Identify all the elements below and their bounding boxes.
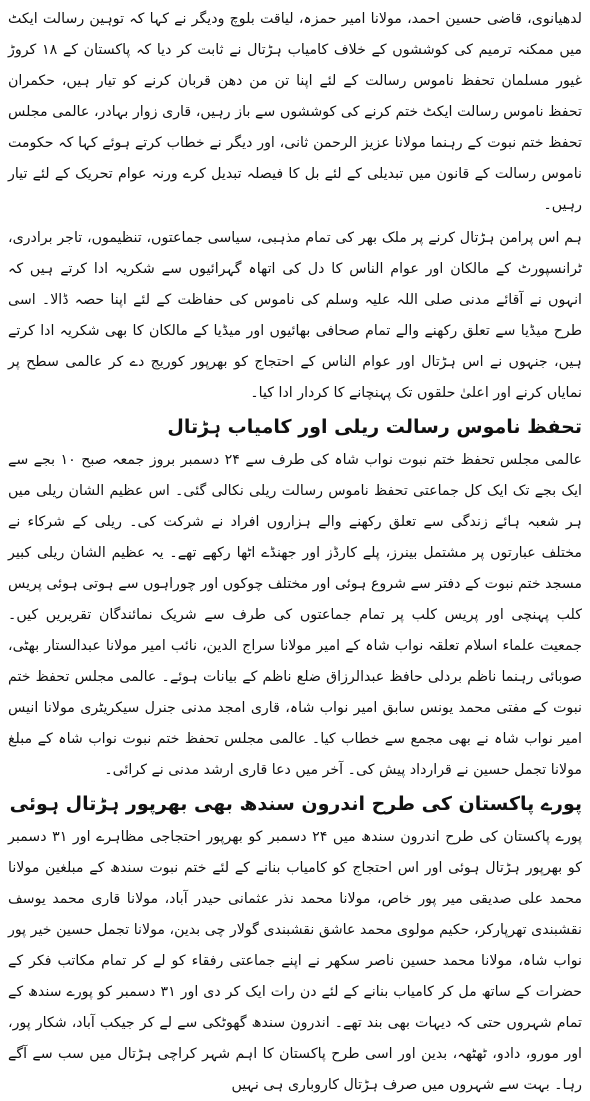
- article-paragraph: لدھیانوی، قاضی حسین احمد، مولانا امیر حمزہ، لیاقت بلوچ ودیگر نے کہا کہ توہین رسالت ایکٹ میں ممکنہ ترمیم کی کوششوں کے خلاف کامیاب ہڑتال نے ثابت کر دیا کہ پاکستان کے ۱۸ کروڑ غیور مسلمان تحفظ ناموس رسالت کے لئے اپنا تن من دھن قربان کرنے کو تیار ہیں، حکمران تحفظ ناموس رسالت ایکٹ ختم کرنے کی کوششوں سے باز رہیں، قاری زوار بہادر، عالمی مجلس تحفظ ختم نبوت کے رہنما مولانا عزیز الرحمن ثانی، اور دیگر نے خطاب کرتے ہوئے کہا کہ حکومت ناموس رسالت کے قانون میں تبدیلی کے لئے بل کا فیصلہ تبدیل کرے ورنہ عوام تحریک کے لئے تیار رہیں۔: [8, 11, 583, 213]
- article-paragraph: عالمی مجلس تحفظ ختم نبوت نواب شاہ کی طرف سے ۲۴ دسمبر بروز جمعہ صبح ۱۰ بجے سے ایک بجے تک ایک کل جماعتی تحفظ ناموس رسالت ریلی نکالی گئی۔ اس عظیم الشان ریلی میں ہر شعبہ ہائے زندگی سے تعلق رکھنے والے ہزاروں افراد نے شرکت کی۔ ریلی کے شرکاء نے مختلف عبارتوں پر مشتمل بینرز، پلے کارڈز اور جھنڈے اٹھا رکھے تھے۔ یہ عظیم الشان ریلی کبیر مسجد ختم نبوت کے دفتر سے شروع ہوئی اور مختلف چوکوں اور چوراہوں سے ہوتی ہوئی پریس کلب پہنچی اور پریس کلب پر تمام جماعتوں کی طرف سے شریک نمائندگان تقریریں کیں۔ جمعیت علماء اسلام تعلقہ نواب شاہ کے امیر مولانا سراج الدین، نائب امیر مولانا عبدالستار بھٹی، صوبائی رہنما ناظم بردلی حافظ عبدالرزاق ضلع ناظم کے بیانات ہوئے۔ عالمی مجلس تحفظ ختم نبوت کے مفتی محمد یونس سابق امیر نواب شاہ، قاری امجد مدنی جنرل سیکریٹری مولانا انیس امیر نواب شاہ نے بھی مجمع سے خطاب کیا۔ عالمی مجلس تحفظ ختم نبوت نواب شاہ کے مبلغ مولانا تجمل حسین نے قرارداد پیش کی۔ آخر میں دعا قاری ارشد مدنی نے کرائی۔: [8, 452, 582, 778]
- section-heading: تحفظ ناموس رسالت ریلی اور کامیاب ہڑتال: [167, 416, 582, 438]
- section-heading: پورے پاکستان کی طرح اندرون سندھ بھی بھرپور ہڑتال ہوئی: [9, 793, 582, 815]
- article-paragraph: پورے پاکستان کی طرح اندرون سندھ میں ۲۴ دسمبر کو بھرپور احتجاجی مظاہرے اور ۳۱ دسمبر کو بھرپور ہڑتال ہوئی اور اس احتجاج کو کامیاب بنانے کے لئے ختم نبوت سندھ کے مبلغین مولانا محمد علی صدیقی میر پور خاص، مولانا محمد نذر عثمانی حیدر آباد، مولانا قاری محمد یوسف نقشبندی تھرپارکر، حکیم مولوی محمد عاشق نقشبندی گولار چی بدین، مولانا تجمل حسین خیر پور نواب شاہ، مولانا محمد حسین ناصر سکھر نے اپنے جماعتی رفقاء کو لے کر تمام مکاتب فکر کے حضرات کے ساتھ مل کر کامیاب بنانے کے لئے دن رات ایک کر دی اور ۳۱ دسمبر کو پورے سندھ کے تمام شہروں حتی کہ دیہات بھی بند تھے۔ اندرون سندھ گھوٹکی سے لے کر جیکب آباد، شکار پور، اور مورو، دادو، ٹھٹھہ، بدین اور اسی طرح پاکستان کا اہم شہر کراچی ہڑتال میں سب سے آگے رہا۔ بہت سے شہروں میں صرف ہڑتال کاروباری ہی نہیں: [8, 829, 583, 1093]
- article-paragraph: ہم اس پرامن ہڑتال کرنے پر ملک بھر کی تمام مذہبی، سیاسی جماعتوں، تنظیموں، تاجر برادری، ٹرانسپورٹ کے مالکان اور عوام الناس کا دل کی اتھاہ گہرائیوں سے شکریہ ادا کرتے ہیں کہ انہوں نے آقائے مدنی صلی اللہ علیہ وسلم کی ناموس کی حفاظت کے لئے اپنا حصہ ڈالا۔ اسی طرح میڈیا سے تعلق رکھنے والے تمام صحافی بھائیوں اور میڈیا کے مالکان کا بھی شکریہ ادا کرتے ہیں، جنہوں نے اس ہڑتال اور عوام الناس کے احتجاج کو بھرپور کوریج دے کر عالمی سطح پر نمایاں کرنے اور اعلیٰ حلقوں تک پہنچانے کا کردار ادا کیا۔: [8, 230, 582, 401]
